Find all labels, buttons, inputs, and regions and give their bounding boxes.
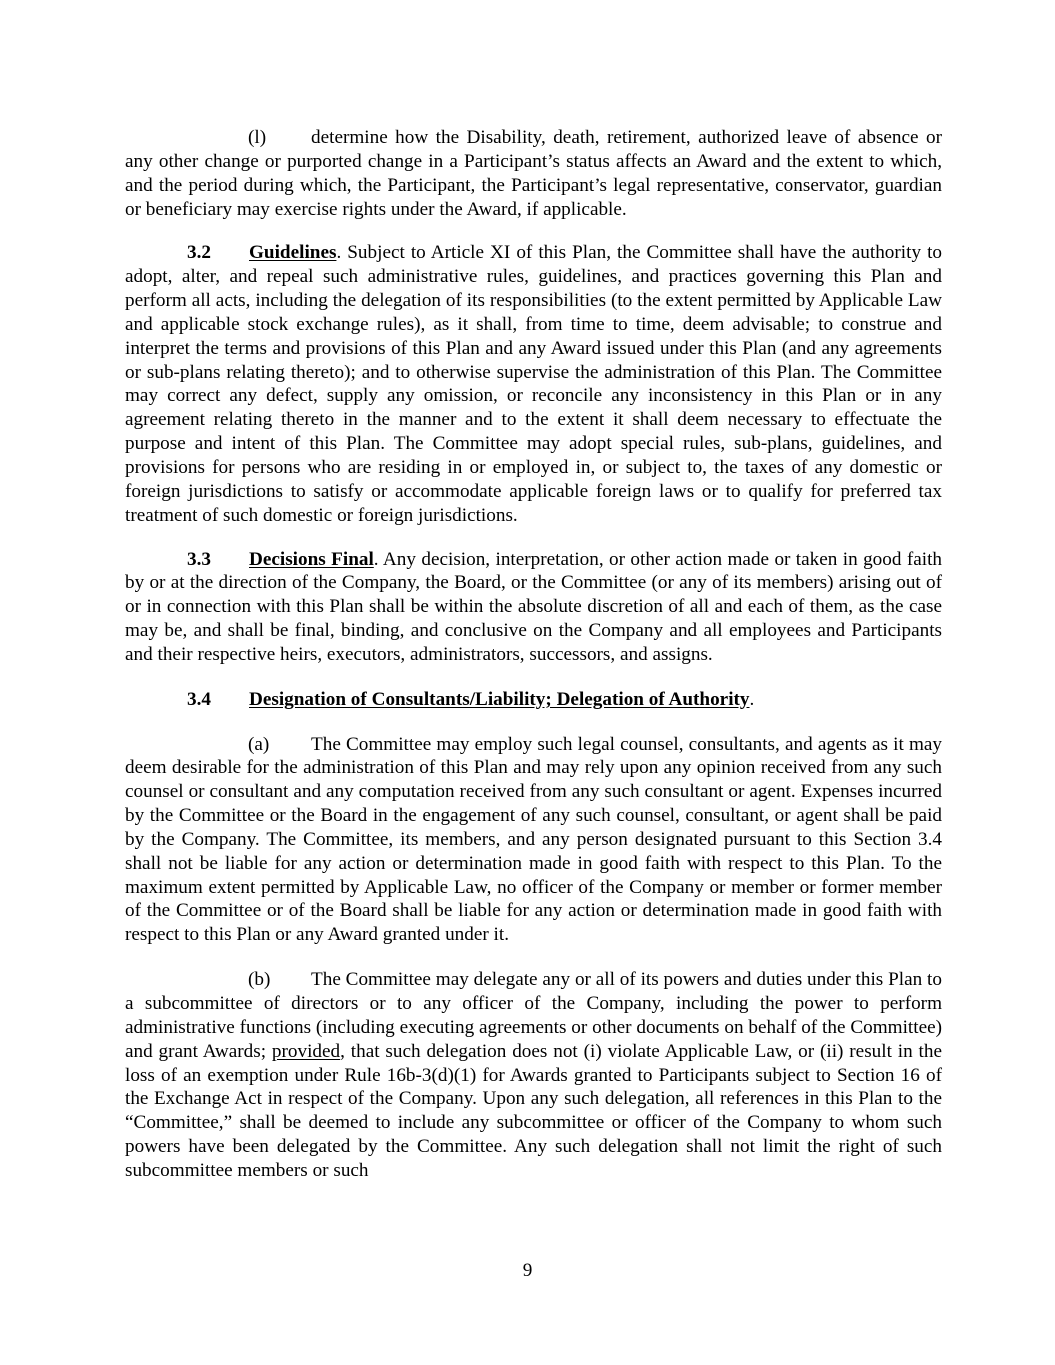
provided-term: provided [271, 1040, 341, 1062]
paragraph-label: (l) [248, 127, 267, 148]
section-heading: Guidelines [249, 242, 337, 264]
paragraph-b [125, 968, 942, 1183]
paragraph-l [125, 126, 942, 221]
section-text: . Any decision, interpretation, or other action made or taken in good faith by or at the direction of the Company, the Board, or the Committee (or any of its members) arising out of or in connection with this Plan shall be within the absolute discretion of all and each of them, as the case may be, and shall be final, binding, and conclusive on the Company and all employees and Participants and their respective heirs, executors, administrators, successors, and assigns. [125, 548, 942, 665]
section-heading: Designation of Consultants/Liability; Delegation of Authority [249, 688, 750, 710]
paragraph-text: determine how the Disability, death, retirement, authorized leave of absence or any other change or purported change in a Participant’s status affects an Award and the extent to which, and the period during which, the Participant, the Participant’s legal representative, conservator, guardian or beneficiary may exercise rights under the Award, if applicable. [125, 127, 942, 220]
paragraph-text: The Committee may employ such legal counsel, consultants, and agents as it may deem desirable for the administration of this Plan and may rely upon any opinion received from any such counsel or consultant and any computation received from any such consultant or agent. Expenses incurred by the Committee or the Board in the engagement of any such counsel, consultant, or agent shall be paid by the Company. The Committee, its members, and any person designated pursuant to this Section 3.4 shall not be liable for any action or determination made in good faith with respect to this Plan. To the maximum extent permitted by Applicable Law, no officer of the Company or member or former member of the Committee or of the Board shall be liable for any action or determination made in good faith with respect to this Plan or any Award granted under it. [125, 733, 942, 946]
paragraph-label: (b) [248, 969, 271, 991]
paragraph-a [125, 733, 942, 948]
document-page [125, 123, 942, 1183]
section-3-4 [125, 688, 942, 712]
section-3-3 [125, 548, 942, 667]
section-heading: Decisions Final [249, 548, 374, 570]
section-number: 3.3 [187, 548, 211, 570]
page-number: 9 [522, 1260, 533, 1281]
section-text: . [749, 688, 755, 710]
section-text: . Subject to Article XI of this Plan, the Committee shall have the authority to adopt, alter, and repeal such administrative rules, guidelines, and practices governing this Plan and perform all acts, including the delegation of its responsibilities (to the extent permitted by Applicable Law and applicable stock exchange rules), as it shall, from time to time, deem advisable; to construe and interpret the terms and provisions of this Plan and any Award issued under this Plan (and any agreements or sub-plans relating thereto); and to otherwise supervise the administration of this Plan. The Committee may correct any defect, supply any omission, or reconcile any inconsistency in this Plan or in any agreement relating thereto in the manner and to the extent it shall deem necessary to effectuate the purpose and intent of this Plan. The Committee may adopt special rules, sub-plans, guidelines, and provisions for persons who are residing in or employed in, or subject to, the taxes of any domestic or foreign jurisdictions to satisfy or accommodate applicable foreign laws or to qualify for preferred tax treatment of such domestic or foreign jurisdictions. [125, 242, 942, 526]
paragraph-label: (a) [248, 733, 270, 755]
paragraph-text-start: The Committee may delegate any or all of its powers and duties under this Plan to a subcommittee of directors or to any officer of the Company, including the power to perform administrative functions (including executing agreements or other documents on behalf of the Committee) and grant Awards; [125, 969, 942, 1062]
paragraph-text-end: , that such delegation does not (i) violate Applicable Law, or (ii) result in the loss of an exemption under Rule 16b-3(d)(1) for Awards granted to Participants subject to Section 16 of the Exchange Act in respect of the Company. Upon any such delegation, all references in this Plan to the “Committee,” shall be deemed to include any subcommittee or officer of the Company to whom such powers have been delegated by the Committee. Any such delegation shall not limit the right of such subcommittee members or such [125, 1040, 942, 1181]
section-number: 3.4 [187, 688, 211, 710]
section-number: 3.2 [187, 242, 211, 264]
section-3-2 [125, 241, 942, 527]
